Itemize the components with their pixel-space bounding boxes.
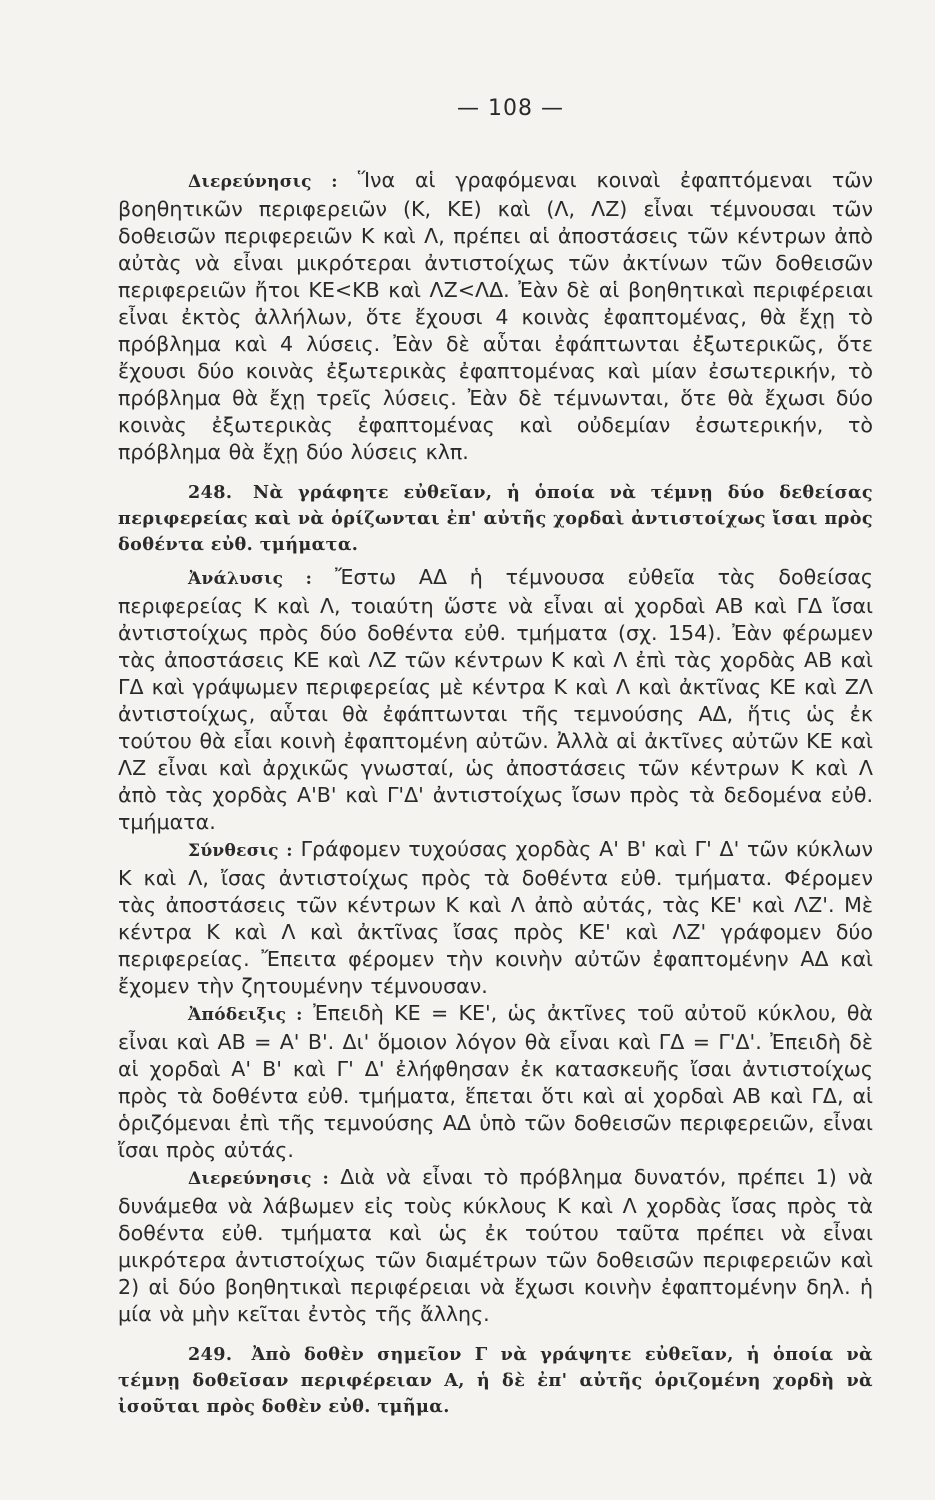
problem-248	[118, 480, 873, 558]
synthesis-heading: Σύνθεσις :	[188, 841, 293, 861]
discussion-text-2: Διὰ νὰ εἶναι τὸ πρόβλημα δυνατόν, πρέπει 1) νὰ δυνάμεθα νὰ λάβωμεν εἰς τοὺς κύκλους Κ καὶ Λ χορδὰς ἴσας πρὸς τὰ δοθέντα εὐθ. τμήματα καὶ ὡς ἐκ τούτου ταῦτα πρέπει νὰ εἶναι μικρότερα ἀντιστοίχως τῶν διαμέτρων τῶν δοθεισῶν περιφερειῶν καὶ 2) αἱ δύο βοηθητικαὶ περιφέρειαι νὰ ἔχωσι κοινὴν ἐφαπτομένην δηλ. ἡ μία νὰ μὴν κεῖται ἐντὸς τῆς ἄλλης.	[118, 1165, 874, 1326]
proof-heading: Ἀπόδειξις :	[188, 1005, 303, 1025]
discussion-heading-2: Διερεύνησις :	[188, 1169, 330, 1189]
problem-249	[118, 1342, 873, 1420]
page-number: — 108 —	[457, 96, 564, 121]
problem-248-statement: Νὰ γράφητε εὐθεῖαν, ἡ ὁποία νὰ τέμνῃ δύο δεθείσας περιφερείας καὶ νὰ ὁρίζωνται ἐπ' αὐτῆς χορδαὶ ἀντιστοίχως ἴσαι πρὸς δοθέντα εὐθ. τμήματα.	[118, 482, 873, 555]
proof-paragraph	[118, 1000, 873, 1164]
discussion-paragraph-2	[118, 1164, 873, 1328]
analysis-paragraph	[118, 564, 873, 836]
proof-text: Ἐπειδὴ ΚΕ = ΚΕ', ὡς ἀκτῖνες τοῦ αὐτοῦ κύκλου, θὰ εἶναι καὶ ΑΒ = Α' Β'. Δι' ὅμοιον λόγον θὰ εἶναι καὶ ΓΔ = Γ'Δ'. Ἐπειδὴ δὲ αἱ χορδαὶ Α' Β' καὶ Γ' Δ' ἐλήφθησαν ἐκ κατασκευῆς ἴσαι ἀντιστοίχως πρὸς τὰ δοθέντα εὐθ. τμήματα, ἕπεται ὅτι καὶ αἱ χορδαὶ ΑΒ καὶ ΓΔ, αἱ ὁριζόμεναι ἐπὶ τῆς τεμνούσης ΑΔ ὑπὸ τῶν δοθεισῶν περιφερειῶν, εἶναι ἴσαι πρὸς αὐτάς.	[118, 1001, 874, 1162]
analysis-text: Ἔστω ΑΔ ἡ τέμνουσα εὐθεῖα τὰς δοθείσας περιφερείας Κ καὶ Λ, τοιαύτη ὥστε νὰ εἶναι αἱ χορδαὶ ΑΒ καὶ ΓΔ ἴσαι ἀντιστοίχως πρὸς δύο δοθέντα εὐθ. τμήματα (σχ. 154). Ἐὰν φέρωμεν τὰς ἀποστάσεις ΚΕ καὶ ΛΖ τῶν κέντρων Κ καὶ Λ ἐπὶ τὰς χορδὰς ΑΒ καὶ ΓΔ καὶ γράψωμεν περιφερείας μὲ κέντρα Κ καὶ Λ καὶ ἀκτῖνας ΚΕ καὶ ΖΛ ἀντιστοίχως, αὗται θὰ ἐφάπτωνται τῆς τεμνούσης ΑΔ, ἥτις ὡς ἐκ τούτου θὰ εἶαι κοινὴ ἐφαπτομένη αὐτῶν. Ἀλλὰ αἱ ἀκτῖνες αὐτῶν ΚΕ καὶ ΛΖ εἶναι καὶ ἀρχικῶς γνωσταί, ὡς ἀποστάσεις τῶν κέντρων Κ καὶ Λ ἀπὸ τὰς χορδὰς Α'Β' καὶ Γ'Δ' ἀντιστοίχως ἴσων πρὸς τὰ δεδομένα εὐθ. τμήματα.	[118, 565, 873, 834]
synthesis-paragraph	[118, 836, 873, 1000]
problem-248-number: 248.	[188, 482, 233, 503]
synthesis-text: Γράφομεν τυχούσας χορδὰς Α' Β' καὶ Γ' Δ' τῶν κύκλων Κ καὶ Λ, ἴσας ἀντιστοίχως πρὸς τὰ δοθέντα εὐθ. τμήματα. Φέρομεν τὰς ἀποστάσεις τῶν κέντρων Κ καὶ Λ ἀπὸ αὐτάς, τὰς ΚΕ' καὶ ΛΖ'. Μὲ κέντρα Κ καὶ Λ καὶ ἀκτῖνας ἴσας πρὸς ΚΕ' καὶ ΛΖ' γράφομεν δύο περιφερείας. Ἔπειτα φέρομεν τὴν κοινὴν αὐτῶν ἐφαπτομένην ΑΔ καὶ ἔχομεν τὴν ζητουμένην τέμνουσαν.	[118, 837, 874, 998]
discussion-text-1: Ἵνα αἱ γραφόμεναι κοιναὶ ἐφαπτόμεναι τῶν βοηθητικῶν περιφερειῶν (Κ, ΚΕ) καὶ (Λ, ΛΖ) εἶναι τέμνουσαι τῶν δοθεισῶν περιφερειῶν Κ καὶ Λ, πρέπει αἱ ἀποστάσεις τῶν κέντρων ἀπὸ αὐτὰς νὰ εἶναι μικρότεραι ἀντιστοίχως τῶν ἀκτίνων τῶν δοθεισῶν περιφερειῶν ἤτοι ΚΕ<ΚΒ καὶ ΛΖ<ΛΔ. Ἐὰν δὲ αἱ βοηθητικαὶ περιφέρειαι εἶναι ἐκτὸς ἀλλήλων, ὅτε ἔχουσι 4 κοινὰς ἐφαπτομένας, θὰ ἔχῃ τὸ πρόβλημα καὶ 4 λύσεις. Ἐὰν δὲ αὗται ἐφάπτωνται ἐξωτερικῶς, ὅτε ἔχουσι δύο κοινὰς ἐξωτερικὰς ἐφαπτομένας καὶ μίαν ἐσωτερικήν, τὸ πρόβλημα θὰ ἔχῃ τρεῖς λύσεις. Ἐὰν δὲ τέμνωνται, ὅτε θὰ ἔχωσι δύο κοινὰς ἐξωτερικὰς ἐφαπτομένας καὶ οὐδεμίαν ἐσωτερικήν, τὸ πρόβλημα θὰ ἔχῃ δύο λύσεις κλπ.	[118, 168, 874, 464]
problem-249-statement: Ἀπὸ δοθὲν σημεῖον Γ νὰ γράψητε εὐθεῖαν, ἡ ὁποία νὰ τέμνῃ δοθεῖσαν περιφέρειαν Α, ἡ δὲ ἐπ' αὐτῆς ὁριζομένη χορδὴ νὰ ἰσοῦται πρὸς δοθὲν εὐθ. τμῆμα.	[118, 1344, 873, 1417]
discussion-paragraph-1	[118, 167, 873, 466]
problem-249-number: 249.	[188, 1344, 233, 1365]
analysis-heading: Ἀνάλυσις :	[188, 569, 313, 589]
discussion-heading-1: Διερεύνησις :	[188, 172, 338, 192]
